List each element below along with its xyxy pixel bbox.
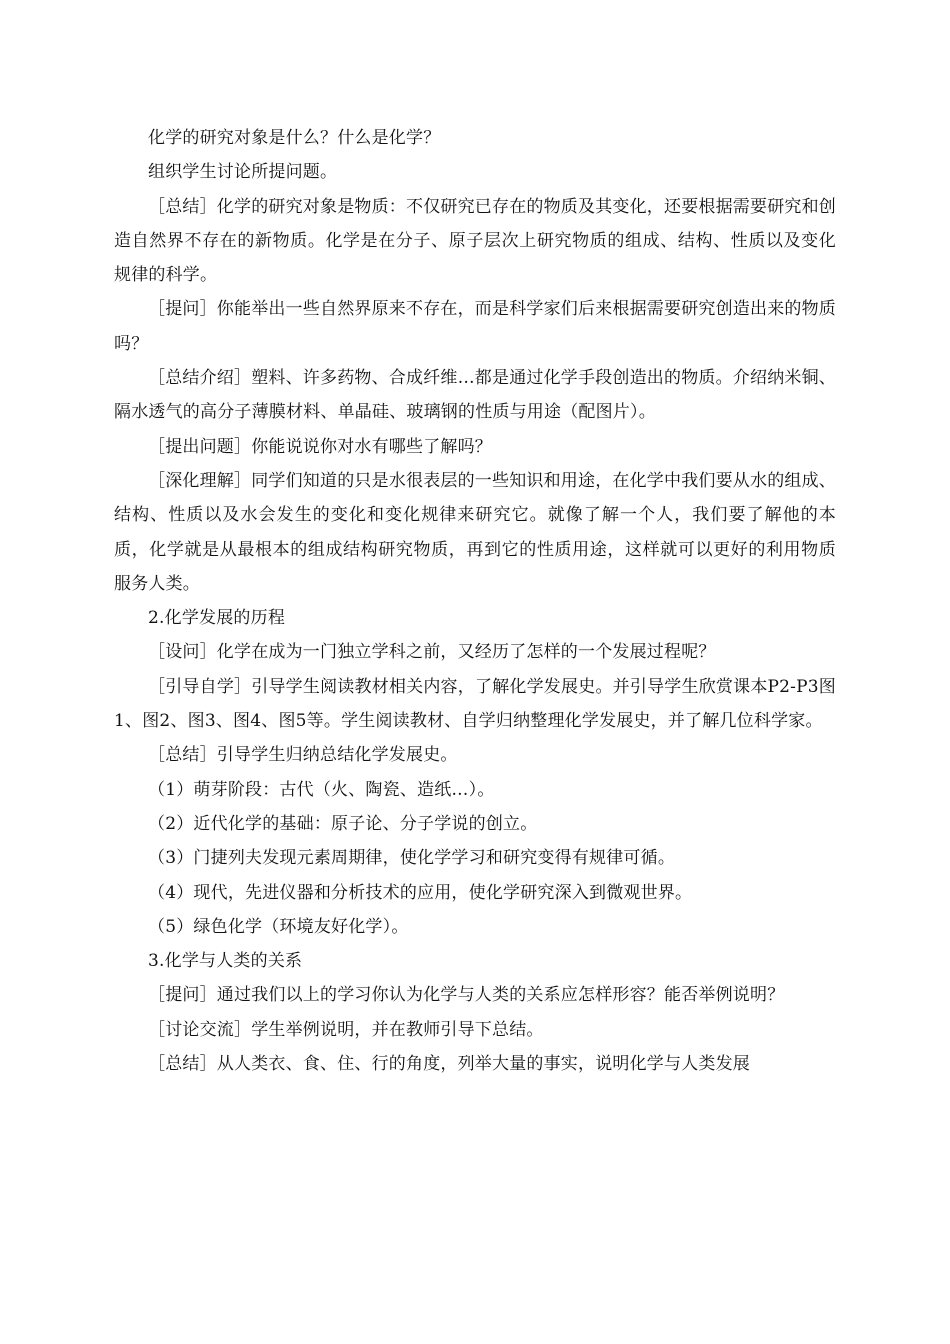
discussion-exchange: ［讨论交流］学生举例说明，并在教师引导下总结。	[148, 1019, 544, 1040]
section-heading-history: 2.化学发展的历程	[148, 608, 286, 629]
history-item-3: （3）门捷列夫发现元素周期律，使化学学习和研究变得有规律可循。	[148, 848, 676, 869]
deepen-understanding: ［深化理解］同学们知道的只是水很表层的一些知识和用途，在化学中我们要从水的组成、结构、性质以及水会发生的变化和变化规律来研究它。就像了解一个人，我们要了解他的本质，化学就是从最根本的组成结构研究物质，再到它的性质用途，这样就可以更好的利用物质服务人类。	[114, 470, 836, 594]
question-research-object: 化学的研究对象是什么？什么是化学？	[148, 128, 441, 148]
summary-research-object: ［总结］化学的研究对象是物质：不仅研究已存在的物质及其变化，还要根据需要研究和创造自然界不存在的新物质。化学是在分子、原子层次上研究物质的组成、结构、性质以及变化规律的科学。	[114, 196, 836, 286]
question-development: ［设问］化学在成为一门独立学科之前，又经历了怎样的一个发展过程呢？	[148, 642, 716, 663]
question-new-substances: ［提问］你能举出一些自然界原来不存在，而是科学家们后来根据需要研究创造出来的物质吗？	[114, 299, 836, 354]
history-item-1: （1）萌芽阶段：古代（火、陶瓷、造纸…）。	[148, 779, 495, 800]
organize-discussion: 组织学生讨论所提问题。	[148, 162, 338, 183]
guided-self-study: ［引导自学］引导学生阅读教材相关内容，了解化学发展史。并引导学生欣赏课本P2-P3图1、图2、图3、图4、图5等。学生阅读教材、自学归纳整理化学发展史，并了解几位科学家。	[114, 676, 836, 732]
question-relationship: ［提问］通过我们以上的学习你认为化学与人类的关系应怎样形容？能否举例说明？	[148, 985, 785, 1006]
summary-introduction: ［总结介绍］塑料、许多药物、合成纤维…都是通过化学手段创造出的物质。介绍纳米铜、隔水透气的高分子薄膜材料、单晶硅、玻璃钢的性质与用途（配图片）。	[114, 368, 836, 423]
section-heading-relationship: 3.化学与人类的关系	[148, 951, 303, 972]
summary-history: ［总结］引导学生归纳总结化学发展史。	[148, 745, 458, 766]
history-item-2: （2）近代化学的基础：原子论、分子学说的创立。	[148, 813, 538, 834]
document-body	[114, 121, 836, 1081]
question-about-water: ［提出问题］你能说说你对水有哪些了解吗？	[148, 436, 492, 457]
history-item-5: （5）绿色化学（环境友好化学）。	[148, 916, 409, 937]
history-item-4: （4）现代，先进仪器和分析技术的应用，使化学研究深入到微观世界。	[148, 882, 693, 903]
summary-relationship: ［总结］从人类衣、食、住、行的角度，列举大量的事实，说明化学与人类发展	[148, 1054, 750, 1075]
